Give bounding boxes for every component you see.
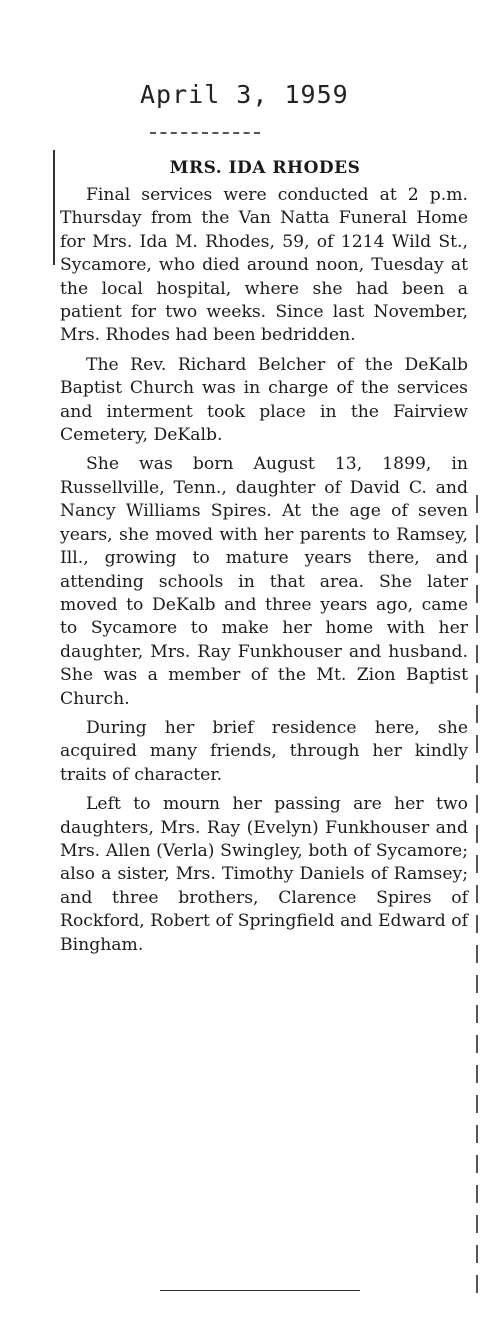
closing-rule <box>160 1290 360 1291</box>
paragraph-officiant: The Rev. Richard Belcher of the DeKalb Baptist Church was in charge of the services and interment took place in the Fairview Cemetery, DeKalb. <box>60 354 468 446</box>
obituary-article <box>60 184 468 963</box>
column-rule-left <box>53 150 55 265</box>
paragraph-services: Final services were conducted at 2 p.m. Thursday from the Van Natta Funeral Home for Mrs. Ida M. Rhodes, 59, of 1214 Wild St., Sycamore, who died around noon, Tuesday at the local hospital, where she had been a patient for two weeks. Since last November, Mrs. Rhodes had been bedridden. <box>60 185 468 346</box>
paragraph-biography: She was born August 13, 1899, in Russellville, Tenn., daughter of David C. and Nancy Williams Spires. At the age of seven years, she moved with her parents to Ramsey, Ill., growing to mature years there, and attending schools in that area. She later moved to DeKalb and three years ago, came to Sycamore to make her home with her daughter, Mrs. Ray Funkhouser and husband. She was a member of the Mt. Zion Baptist Church. <box>60 454 468 709</box>
obituary-headline: MRS. IDA RHODES <box>169 158 361 178</box>
date-stamp: April 3, 1959 <box>140 80 349 109</box>
paragraph-character: During her brief residence here, she acquired many friends, through her kindly traits of character. <box>60 717 468 785</box>
paragraph-survivors: Left to mourn her passing are her two daughters, Mrs. Ray (Evelyn) Funkhouser and Mrs. Allen (Verla) Swingley, both of Sycamore; also a sister, Mrs. Timothy Daniels of Ramsey; and three brothers, Clarence Spires of Rockford, Robert of Springfield and Edward of Bingham. <box>60 794 468 955</box>
dashed-divider <box>150 132 260 134</box>
column-rule-right <box>476 495 478 1295</box>
